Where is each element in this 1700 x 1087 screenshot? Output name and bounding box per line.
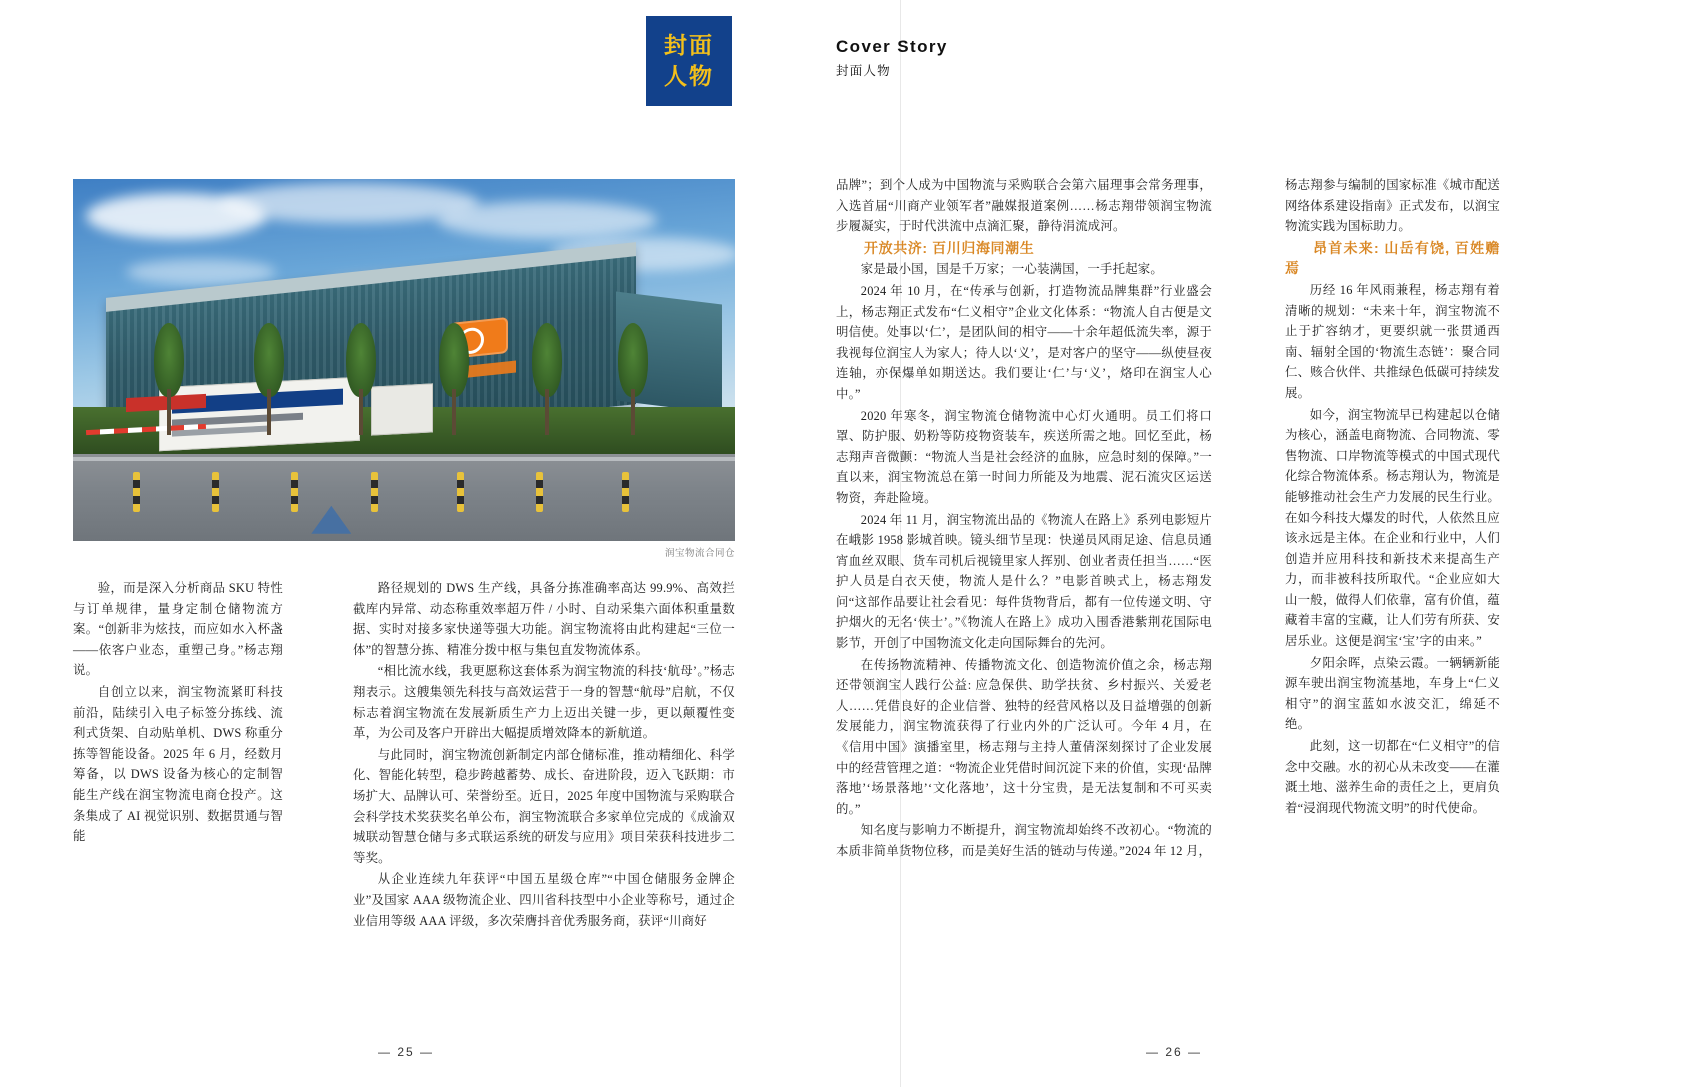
- photo-tree: [252, 323, 286, 443]
- paragraph: 路径规划的 DWS 生产线，具备分拣准确率高达 99.9%、高效拦截库内异常、动态称重效率超万件 / 小时、自动采集六面体积重量数据、实时对接多家快递等强大功能。润宝物流将由此构建起“三位一体”的智慧分拣、精准分拨中枢与集包直发物流体系。: [353, 581, 735, 657]
- paragraph: 家是最小国，国是千万家；一心装满国，一手托起家。: [860, 262, 1163, 277]
- paragraph: 从企业连续九年获评“中国五星级仓库”“中国仓储服务金牌企业”及国家 AAA 级物流企业、四川省科技型中小企业等称号，通过企业信用等级 AAA 评级，多次荣膺抖音优秀服务商，获评“川商好: [353, 872, 735, 928]
- photo-cloud: [126, 259, 276, 285]
- paragraph: 历经 16 年风雨兼程，杨志翔有着清晰的规划：“未来十年，润宝物流不止于扩容纳才，更要织就一张贯通西南、辐射全国的‘物流生态链’：聚合同仁、赅合伙伴、共推绿色低碳可持续发展。: [1285, 282, 1500, 400]
- paragraph: 杨志翔参与编制的国家标准《城市配送网络体系建设指南》正式发布，以润宝物流实践为国标助力。: [1285, 178, 1500, 234]
- photo-bollard: [457, 472, 464, 512]
- masthead-line-1: 封面: [664, 31, 714, 58]
- cover-story-title-en: Cover Story: [836, 37, 948, 56]
- photo-tree: [344, 323, 378, 443]
- page-number-right: — 26 —: [1146, 1045, 1203, 1059]
- paragraph: 夕阳余晖，点染云霞。一辆辆新能源车驶出润宝物流基地，车身上“仁义相守”的润宝蓝如水波交汇，绵延不绝。: [1285, 655, 1500, 732]
- right-page-column-1: [836, 175, 1212, 863]
- paragraph: “相比流水线，我更愿称这套体系为润宝物流的科技‘航母’。”杨志翔表示。这艘集领先科技与高效运营于一身的智慧“航母”启航，不仅标志着润宝物流在发展新质生产力上迈出关键一步，更以颠覆性变革，为公司及客户开辟出大幅提质增效降本的新航道。: [353, 664, 735, 741]
- paragraph: 2024 年 11 月，润宝物流出品的《物流人在路上》系列电影短片在峨影 1958 影城首映。镜头细节呈现：快递员风雨足途、信息员通宵血丝双眼、货车司机后视镜里家人挥别、创业者责任担当……“医护人员是白衣天使，物流人是什么？”电影首映式上，杨志翔发问“这部作品要让社会看见：每件货物背后，都有一位传递文明、守护烟火的无名‘侠士’。”《物流人在路上》成功入围香港紫荆花国际电影节，开创了中国物流文化走向国际舞台的先河。: [836, 512, 1212, 651]
- left-page-column-1: [73, 578, 283, 848]
- section-heading-open-sharing: 开放共济: 百川归海同潮生: [864, 239, 1035, 256]
- paragraph: 知名度与影响力不断提升，润宝物流却始终不改初心。“物流的本质非简单货物位移，而是美好生活的链动与传递。”2024 年 12 月，: [836, 823, 1212, 858]
- photo-bollard: [212, 472, 219, 512]
- paragraph: 品牌”；到个人成为中国物流与采购联合会第六届理事会常务理事，入选首届“川商产业领军者”融媒报道案例……杨志翔带领润宝物流步履凝实，于时代洪流中点滴汇聚，静待涓流成河。: [836, 178, 1212, 234]
- photo-bollard: [133, 472, 140, 512]
- paragraph: 与此同时，润宝物流创新制定内部仓储标准，推动精细化、科学化、智能化转型，稳步跨越蓄势、成长、奋进阶段，迈入飞跃期：市场扩大、品牌认可、荣誉纷至。近日，2025 年度中国物流与采购联合会科学技术奖获奖名单公布，润宝物流联合多家单位完成的《成渝双城联动智慧仓储与多式联运系统的研发与应用》项目荣获科技进步二等奖。: [353, 747, 735, 865]
- masthead-line-2: 人物: [664, 63, 714, 89]
- cover-story-heading: [836, 36, 948, 79]
- photo-bollard: [536, 472, 543, 512]
- left-page-column-2: [353, 578, 735, 932]
- paragraph: 在传扬物流精神、传播物流文化、创造物流价值之余，杨志翔还带领润宝人践行公益: 应急保供、助学扶贫、乡村振兴、关爱老人……凭借良好的企业信誉、独特的经营风格以及日益增强的创新发展能力，润宝物流获得了行业内外的广泛认可。今年 4 月，在《信用中国》演播室里，杨志翔与主持人董倩深刻探讨了企业发展中的经营管理之道：“物流企业凭借时间沉淀下来的价值，实现‘品牌落地’‘场景落地’‘文化落地’，这十分宝贵，是无法复制和不可买卖的。”: [836, 657, 1212, 816]
- photo-tree: [437, 323, 471, 443]
- photo-bollard: [291, 472, 298, 512]
- masthead-badge: [646, 16, 732, 106]
- paragraph: 验，而是深入分析商品 SKU 特性与订单规律，量身定制仓储物流方案。“创新非为炫技，而应如水入杯盏——依客户业态，重塑己身。”杨志翔说。: [73, 581, 283, 678]
- photo-bollard: [371, 472, 378, 512]
- photo-cloud: [437, 201, 657, 239]
- photo-tree: [152, 323, 186, 443]
- cover-story-title-cn: 封面人物: [836, 64, 891, 79]
- photo-tree: [616, 323, 650, 443]
- paragraph: 如今，润宝物流早已构建起以仓储为核心，涵盖电商物流、合同物流、零售物流、口岸物流等模式的中国式现代化综合物流体系。杨志翔认为，物流是能够推动社会生产力发展的民生行业。在如今科技大爆发的时代，人依然且应该永远是主体。在企业和行业中，人们创造并应用科技和新技术来提高生产力，而非被科技所取代。“企业应如大山一般，做得人们依靠，富有价值，蕴藏着丰富的宝藏，让人们劳有所获、安居乐业。这便是润宝‘宝’字的由来。”: [1285, 407, 1500, 649]
- paragraph: 自创立以来，润宝物流紧盯科技前沿，陆续引入电子标签分拣线、流利式货架、自动贴单机、DWS 称重分拣等智能设备。2025 年 6 月，经数月筹备，以 DWS 设备为核心的定制智能生产线在润宝物流电商仓投产。这条集成了 AI 视觉识别、数据贯通与智能: [73, 684, 283, 844]
- paragraph: 2024 年 10 月，在“传承与创新，打造物流品牌集群”行业盛会上，杨志翔正式发布“仁义相守”企业文化体系：“物流人自古便是文明信使。处事以‘仁’，是团队间的相守——十余年超低流失率，源于我视每位润宝人为家人；待人以‘义’，是对客户的坚守——纵使昼夜连轴，亦保爆单如期送达。我们要让‘仁’与‘义’，烙印在润宝人心中。”: [836, 283, 1212, 401]
- paragraph: 此刻，这一切都在“仁义相守”的信念中交融。水的初心从未改变——在灌溉土地、滋养生命的责任之上，更肩负着“浸润现代物流文明”的时代使命。: [1285, 739, 1500, 815]
- warehouse-photo: [73, 179, 735, 541]
- page-number-left: — 25 —: [378, 1045, 435, 1059]
- section-heading-future: 昂首未来: 山岳有饶, 百姓赡焉: [1285, 239, 1500, 277]
- photo-road-marking: [73, 457, 735, 461]
- photo-secondary-sign: [371, 384, 433, 436]
- right-page-column-2: [1285, 175, 1500, 819]
- photo-bollard: [622, 472, 629, 512]
- photo-tree: [530, 323, 564, 443]
- photo-caption: 润宝物流合同仓: [664, 548, 735, 559]
- paragraph: 2020 年寒冬，润宝物流仓储物流中心灯火通明。员工们将口罩、防护服、奶粉等防疫物资装车，疾送所需之地。回忆至此，杨志翔声音微颤：“物流人当是社会经济的血脉，应急时刻的保障。”一直以来，润宝物流总在第一时间力所能及为地震、泥石流灾区运送物资，奔赴险境。: [836, 408, 1212, 505]
- article-photo-wrapper: [73, 179, 735, 559]
- photo-road: [73, 454, 735, 541]
